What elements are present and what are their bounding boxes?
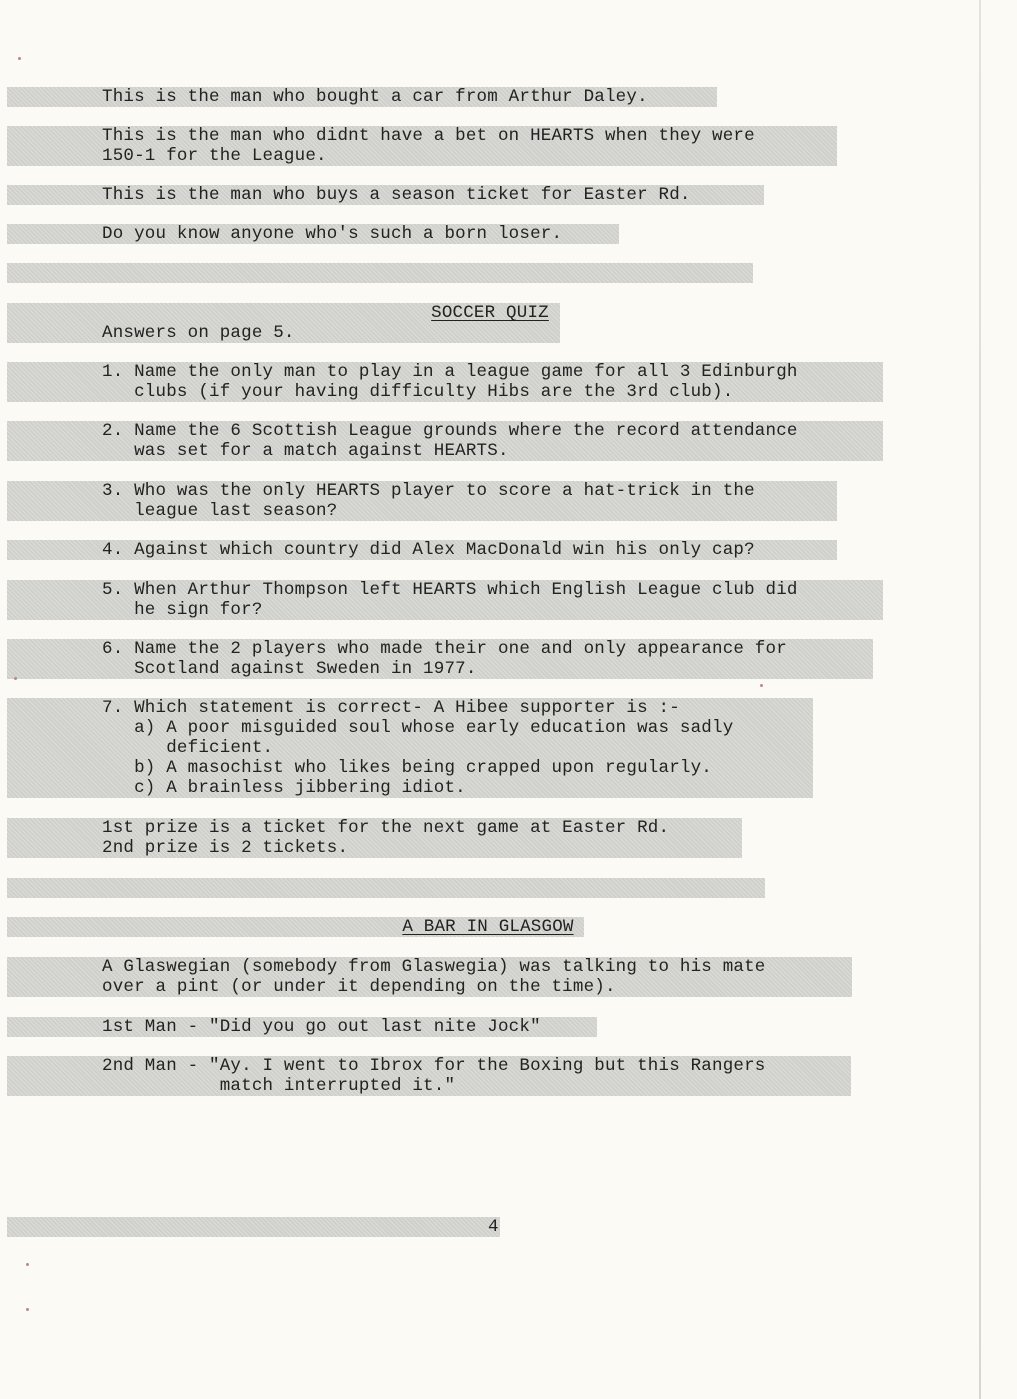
shade-band [7,1217,500,1237]
quiz-question-3: league last season? [102,501,338,521]
quiz-question-6: 6. Name the 2 players who made their one and only appearance for [102,639,787,659]
quiz-question-2: was set for a match against HEARTS. [102,441,509,461]
intro-line: This is the man who didnt have a bet on HEARTS when they were [102,126,755,146]
section-title-soccer-quiz: SOCCER QUIZ [431,303,549,323]
divider-band [7,263,753,283]
quiz-question-6: Scotland against Sweden in 1977. [102,659,477,679]
scan-speck [760,684,763,687]
divider-band [7,878,765,898]
quiz-question-3: 3. Who was the only HEARTS player to score a hat-trick in the [102,481,755,501]
intro-line: This is the man who bought a car from Arthur Daley. [102,87,648,107]
quiz-question-5: 5. When Arthur Thompson left HEARTS which English League club did [102,580,798,600]
page-edge [979,0,981,1399]
answers-note: Answers on page 5. [102,323,295,343]
intro-line: This is the man who buys a season ticket for Easter Rd. [102,185,691,205]
story-line: over a pint (or under it depending on the time). [102,977,616,997]
intro-line: 150-1 for the League. [102,146,327,166]
dialogue-line-1st-man: 1st Man - "Did you go out last nite Jock" [102,1017,541,1037]
quiz-question-1: clubs (if your having difficulty Hibs are the 3rd club). [102,382,734,402]
intro-line: Do you know anyone who's such a born loser. [102,224,563,244]
prize-line: 2nd prize is 2 tickets. [102,838,349,858]
quiz-question-4: 4. Against which country did Alex MacDonald win his only cap? [102,540,755,560]
scan-speck [26,1308,29,1311]
quiz-option-c: c) A brainless jibbering idiot. [102,778,466,798]
quiz-question-2: 2. Name the 6 Scottish League grounds where the record attendance [102,421,798,441]
quiz-option-a: a) A poor misguided soul whose early education was sadly [102,718,734,738]
page-number: 4 [488,1217,499,1237]
story-line: A Glaswegian (somebody from Glaswegia) was talking to his mate [102,957,766,977]
prize-line: 1st prize is a ticket for the next game at Easter Rd. [102,818,670,838]
quiz-option-b: b) A masochist who likes being crapped upon regularly. [102,758,712,778]
quiz-question-5: he sign for? [102,600,263,620]
scan-speck [14,677,17,680]
quiz-question-7: 7. Which statement is correct- A Hibee supporter is :- [102,698,680,718]
section-title-bar-in-glasgow: A BAR IN GLASGOW [402,917,574,937]
quiz-option-a: deficient. [102,738,274,758]
quiz-question-1: 1. Name the only man to play in a league game for all 3 Edinburgh [102,362,798,382]
dialogue-line-2nd-man: 2nd Man - "Ay. I went to Ibrox for the Boxing but this Rangers [102,1056,766,1076]
scan-speck [18,57,21,60]
scan-speck [26,1263,29,1266]
dialogue-line-2nd-man: match interrupted it." [102,1076,456,1096]
